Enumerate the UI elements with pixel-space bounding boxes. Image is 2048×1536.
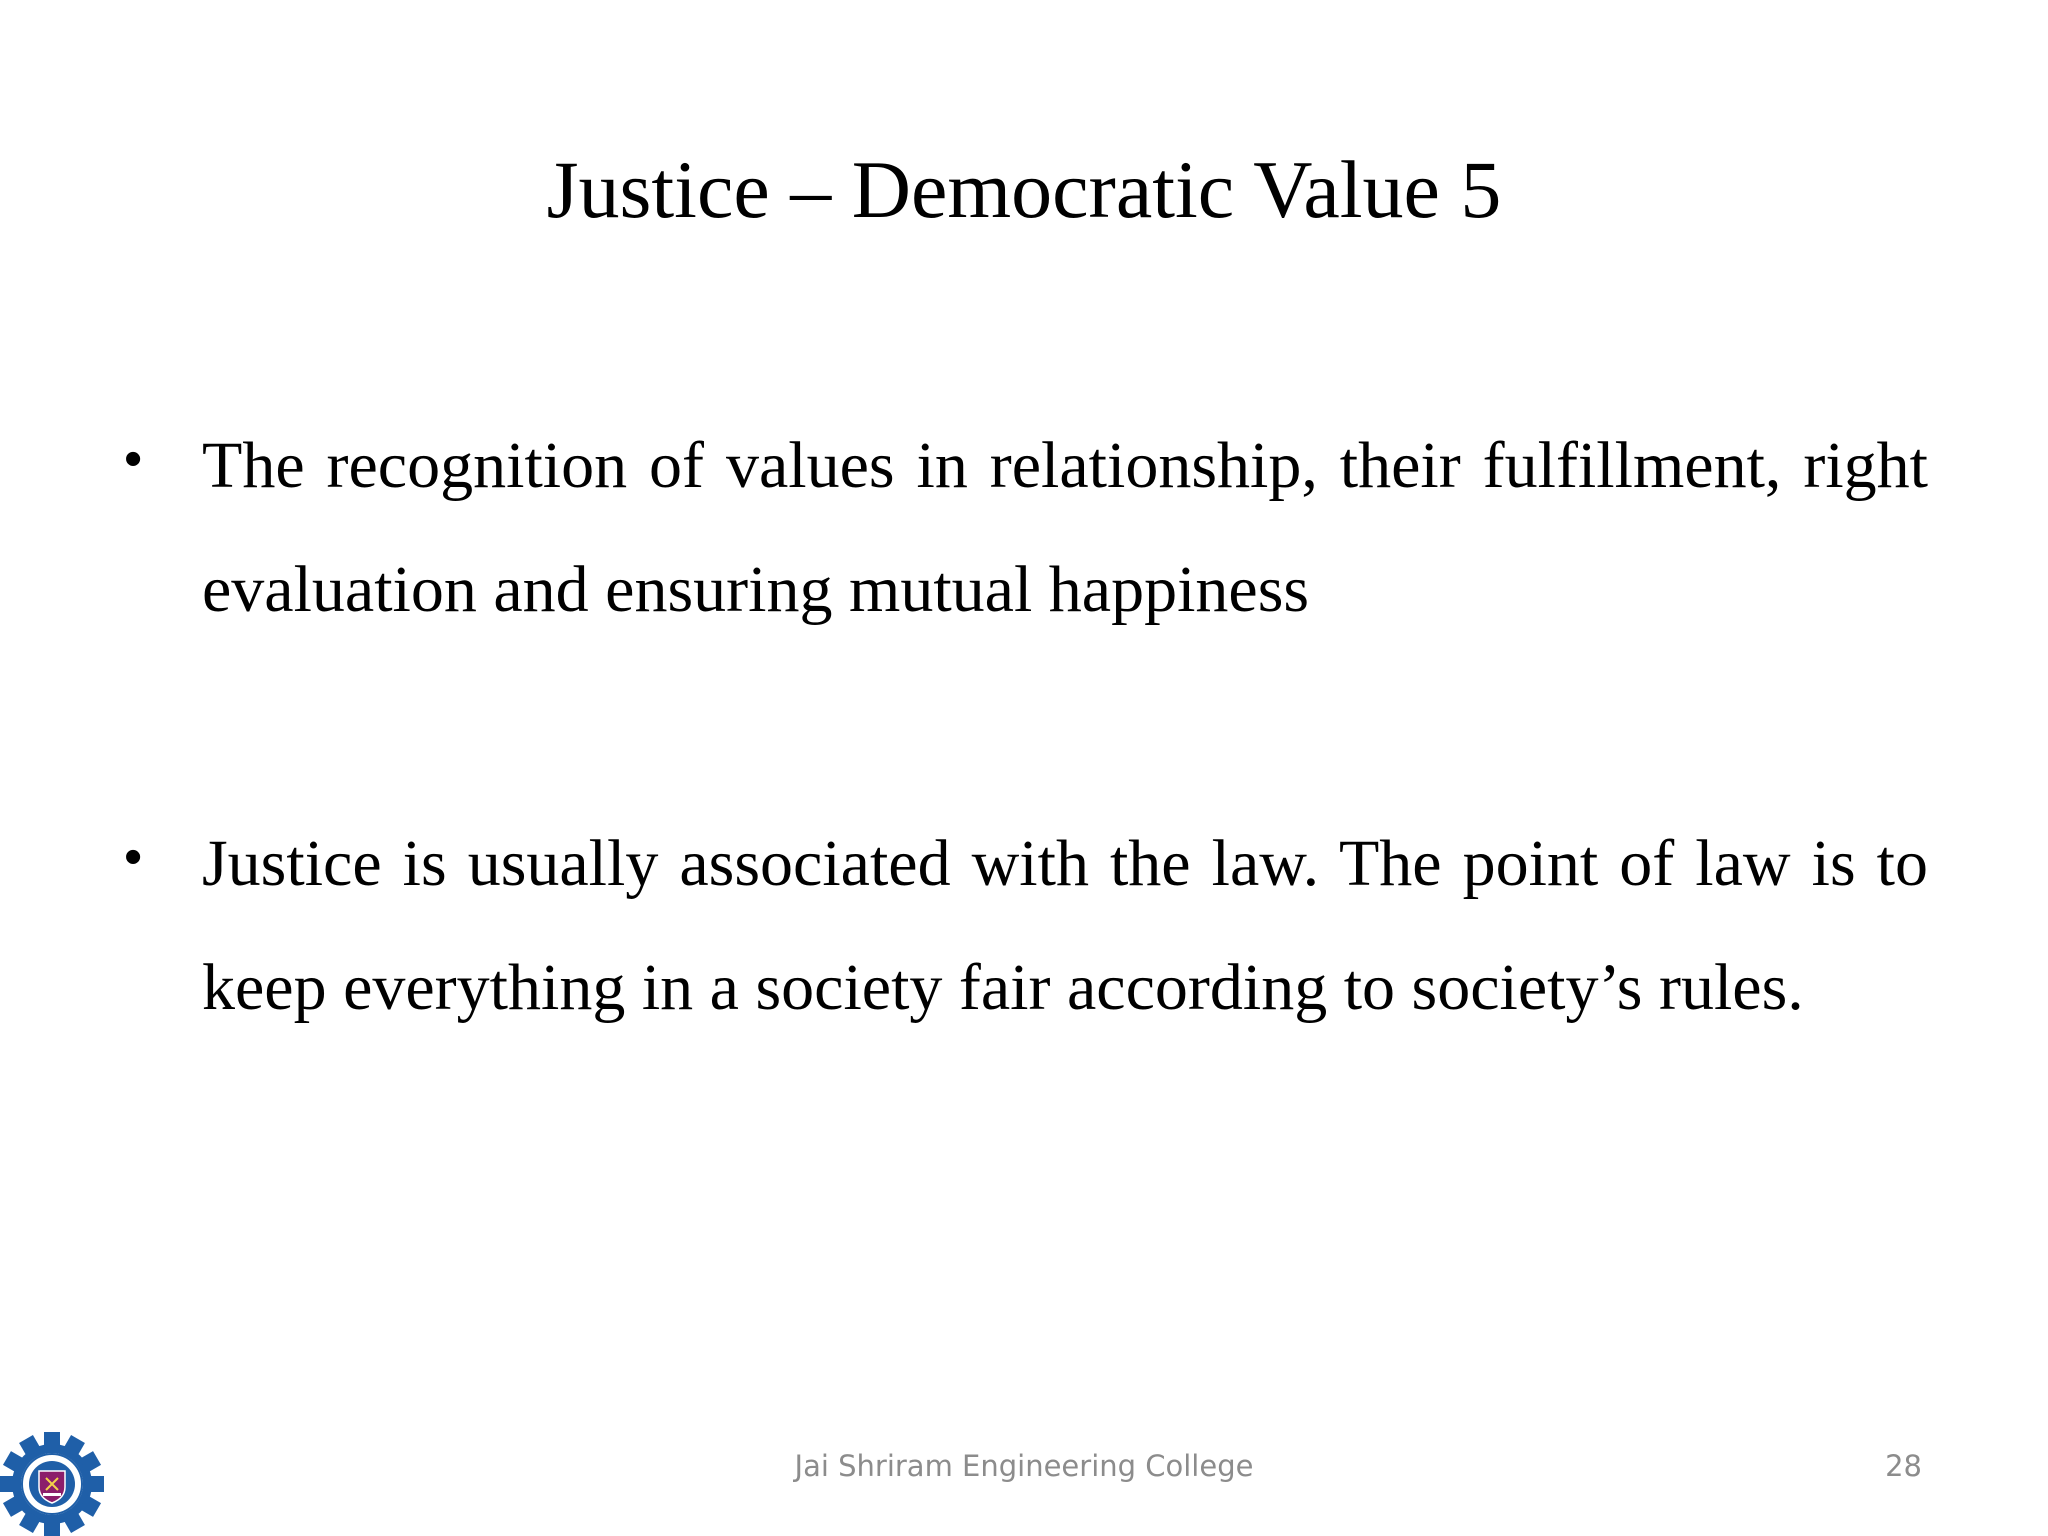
bullet-marker: •	[124, 430, 143, 488]
page-number: 28	[1885, 1449, 1922, 1483]
bullet-item	[120, 802, 1928, 1050]
bullet-marker: •	[124, 828, 143, 886]
bullet-text: The recognition of values in relationship, their fulfillment, right evaluation and ensuring mutual happiness	[202, 429, 1928, 626]
college-gear-emblem-icon	[0, 1432, 104, 1536]
bullet-list	[120, 404, 1928, 1050]
bullet-text: Justice is usually associated with the law. The point of law is to keep everything in a society fair according to society’s rules.	[202, 827, 1928, 1024]
bullet-item	[120, 404, 1928, 652]
slide-title: Justice – Democratic Value 5	[546, 144, 1502, 235]
footer-institution: Jai Shriram Engineering College	[794, 1449, 1254, 1483]
